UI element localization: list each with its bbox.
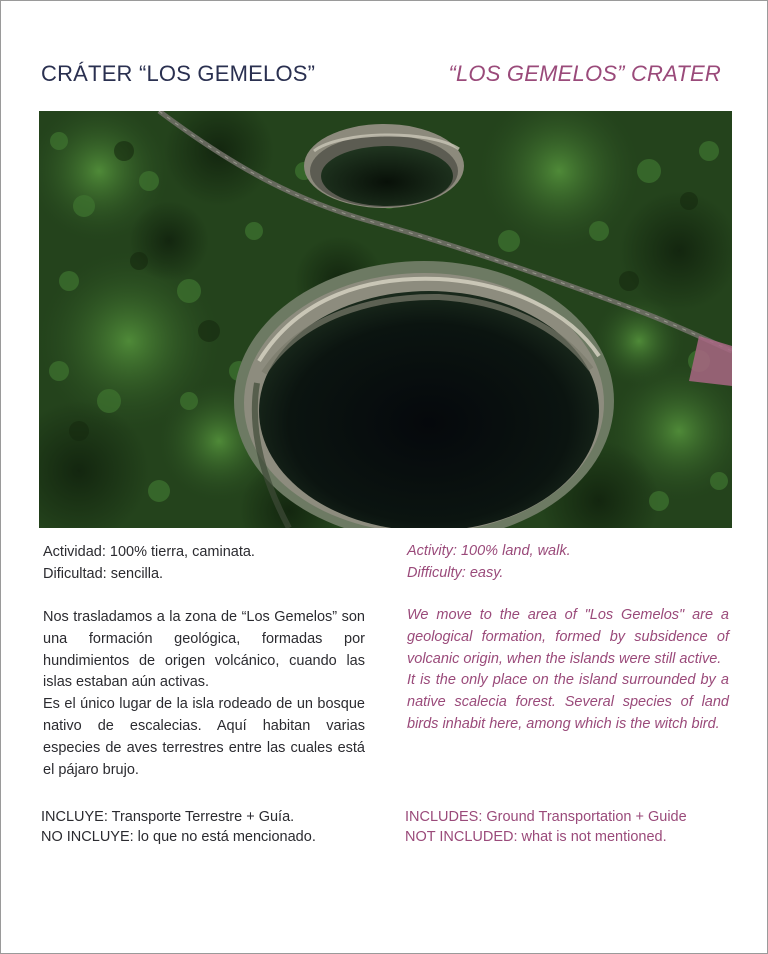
crater-aerial-photo	[39, 111, 732, 528]
activity-info-spanish	[43, 542, 365, 586]
large-crater	[234, 261, 614, 528]
activity-info-english	[407, 541, 729, 585]
description-english	[407, 605, 729, 736]
description-paragraph-es-1: Nos trasladamos a la zona de “Los Gemelos” son una formación geológica, formadas por hundimientos de origen volcánico, cuando las islas estaban aún activas.	[43, 609, 365, 691]
difficulty-level-es: Dificultad: sencilla.	[43, 565, 164, 582]
activity-level-en: Activity: 100% land, walk.	[407, 543, 571, 559]
page-title-spanish: CRÁTER “LOS GEMELOS”	[41, 61, 316, 86]
not-included-en: NOT INCLUDED: what is not mentioned.	[405, 829, 667, 845]
description-paragraph-en-2: It is the only place on the island surrounded by a native scalecia forest. Several species of land birds inhabit here, among which is the witch bird.	[407, 672, 729, 732]
crater-photo-illustration	[39, 111, 732, 528]
includes-es: INCLUYE: Transporte Terrestre + Guía.	[41, 809, 295, 825]
description-paragraph-en-1: We move to the area of "Los Gemelos" are a geological formation, formed by subsidence of volcanic origin, when the islands were still active.	[407, 607, 729, 667]
description-paragraph-es-2: Es el único lugar de la isla rodeado de un bosque nativo de escalecias. Aquí habitan varias especies de aves terrestres entre las cuales está el pájaro brujo.	[43, 696, 365, 778]
includes-en: INCLUDES: Ground Transportation + Guide	[405, 809, 687, 825]
difficulty-level-en: Difficulty: easy.	[407, 564, 504, 581]
activity-level-es: Actividad: 100% tierra, caminata.	[43, 544, 255, 560]
not-included-es: NO INCLUYE: lo que no está mencionado.	[41, 829, 316, 845]
inclusions-english	[405, 807, 687, 847]
inclusions-spanish	[41, 807, 316, 847]
description-spanish	[43, 607, 365, 781]
page-title-english: “LOS GEMELOS” CRATER	[448, 61, 721, 86]
small-crater	[304, 124, 464, 208]
